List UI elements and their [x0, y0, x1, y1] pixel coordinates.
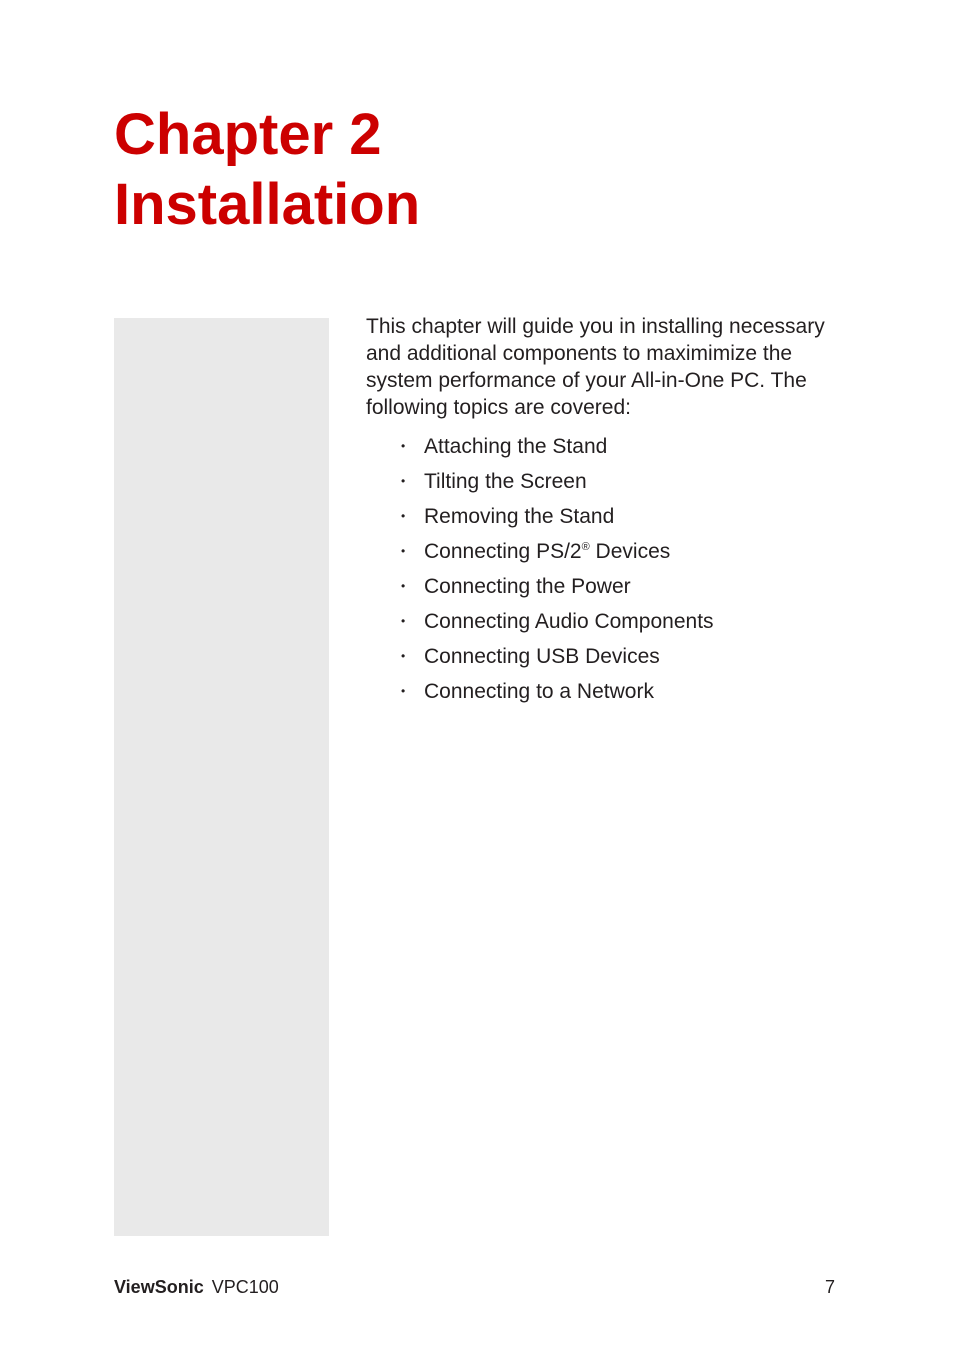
bullet-icon: • — [401, 439, 406, 453]
page-number: 7 — [824, 1277, 835, 1297]
topic-item-audio — [366, 604, 826, 639]
chapter-name: Installation — [114, 172, 421, 237]
topic-label: Connecting to a Network — [424, 680, 654, 703]
topic-label: Attaching the Stand — [424, 435, 608, 458]
chapter-title — [114, 100, 420, 240]
topic-item-power — [366, 569, 826, 604]
topic-label: Removing the Stand — [424, 505, 615, 528]
topic-list — [366, 429, 826, 709]
topic-label: Connecting PS/2 — [424, 540, 582, 563]
topic-label: Tilting the Screen — [424, 470, 587, 493]
bullet-icon: • — [401, 579, 406, 593]
topic-label-suffix: Devices — [589, 540, 671, 563]
chapter-content — [366, 313, 826, 709]
bullet-icon: • — [401, 544, 406, 558]
topic-item-ps2-devices — [366, 534, 826, 569]
footer-brand — [114, 1276, 279, 1298]
topic-item-attaching-stand — [366, 429, 826, 464]
model-name: VPC100 — [211, 1277, 279, 1297]
bullet-icon: • — [401, 649, 406, 663]
bullet-icon: • — [401, 509, 406, 523]
topic-item-removing-stand — [366, 499, 826, 534]
intro-paragraph: This chapter will guide you in installing necessary and additional components to maximimize the system performance of your All-in-One PC. The following topics are covered: — [366, 315, 825, 419]
topic-label: Connecting Audio Components — [424, 610, 714, 633]
topic-item-network — [366, 674, 826, 709]
side-panel — [114, 318, 329, 1236]
topic-item-tilting-screen — [366, 464, 826, 499]
bullet-icon: • — [401, 684, 406, 698]
topic-label: Connecting USB Devices — [424, 645, 660, 668]
topic-item-usb — [366, 639, 826, 674]
bullet-icon: • — [401, 474, 406, 488]
registered-mark: ® — [581, 541, 590, 553]
chapter-number: Chapter 2 — [114, 102, 382, 167]
topic-label: Connecting the Power — [424, 575, 631, 598]
brand-name: ViewSonic — [114, 1277, 204, 1297]
bullet-icon: • — [401, 614, 406, 628]
